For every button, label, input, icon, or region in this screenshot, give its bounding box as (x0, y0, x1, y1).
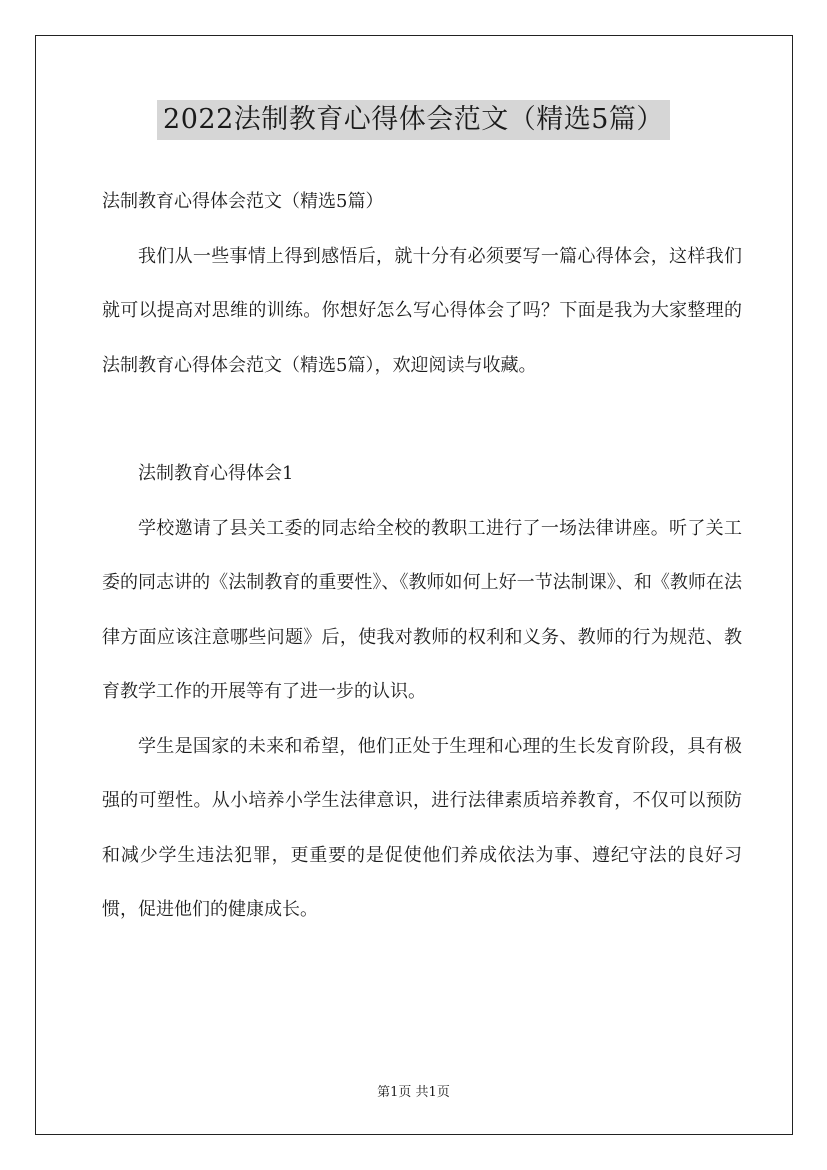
intro-paragraph: 我们从一些事情上得到感悟后，就十分有必须要写一篇心得体会，这样我们就可以提高对思维的训练。你想好怎么写心得体会了吗？下面是我为大家整理的法制教育心得体会范文（精选5篇），欢迎阅读与收藏。 (102, 245, 742, 376)
document-body (102, 175, 742, 938)
document-title: 2022法制教育心得体会范文（精选5篇） (157, 100, 670, 140)
section-heading: 法制教育心得体会1 (138, 463, 294, 484)
section-spacer (102, 393, 742, 447)
title-container (0, 100, 827, 140)
page-number-footer: 第1页 共1页 (377, 1085, 450, 1100)
body-paragraph: 学校邀请了县关工委的同志给全校的教职工进行了一场法律讲座。听了关工委的同志讲的《法制教育的重要性》、《教师如何上好一节法制课》、和《教师在法律方面应该注意哪些问题》后，使我对教师的权利和义务、教师的行为规范、教育教学工作的开展等有了进一步的认识。 (102, 517, 742, 702)
body-paragraph: 学生是国家的未来和希望，他们正处于生理和心理的生长发育阶段，具有极强的可塑性。从小培养小学生法律意识，进行法律素质培养教育，不仅可以预防和减少学生违法犯罪，更重要的是促使他们养成依法为事、遵纪守法的良好习惯，促进他们的健康成长。 (102, 735, 742, 920)
document-subtitle: 法制教育心得体会范文（精选5篇） (102, 191, 384, 212)
